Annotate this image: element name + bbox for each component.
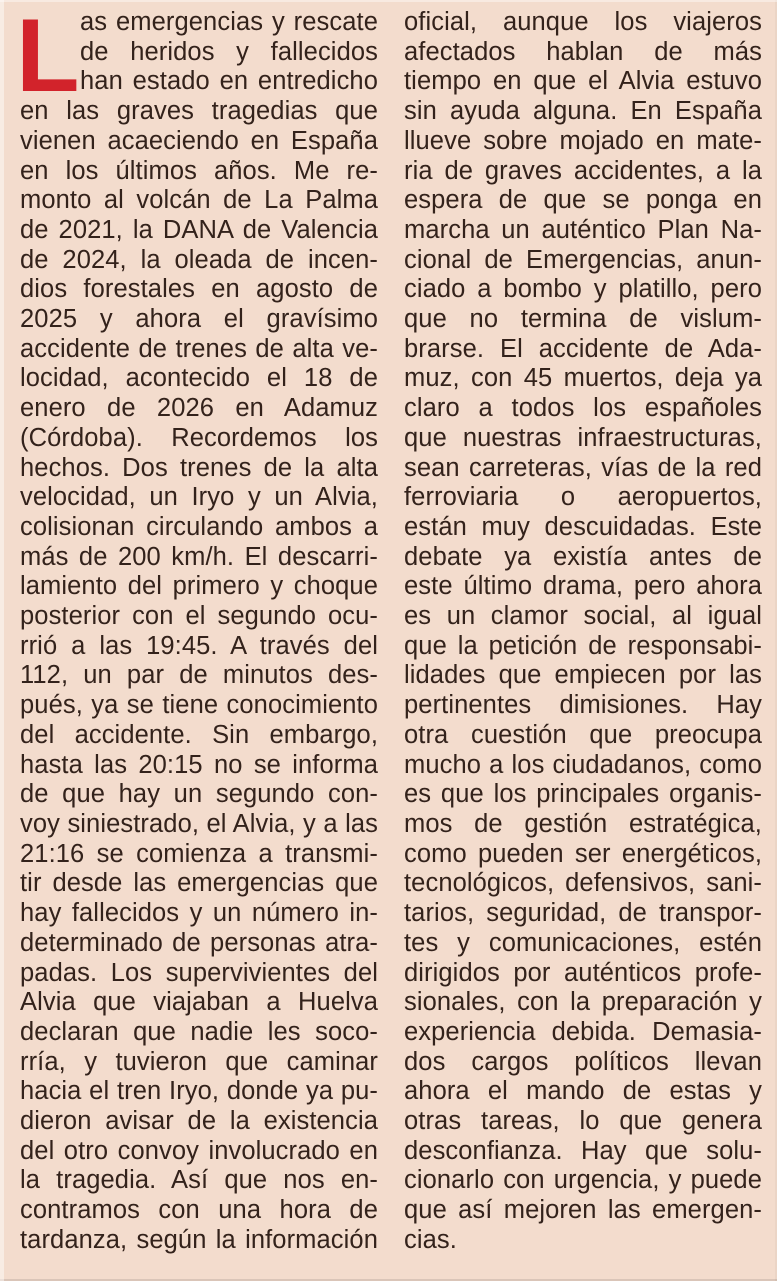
text-line: de que hay un segundo con- <box>20 780 378 809</box>
text-line: tecnológicos, defensivos, sani- <box>404 869 762 898</box>
text-line: colisionan circulando ambos a <box>20 512 378 541</box>
text-line: muz, con 45 muertos, deja ya <box>404 364 762 393</box>
text-line: lidades que empiecen por las <box>404 661 762 690</box>
text-line: sin ayuda alguna. En España <box>404 97 762 126</box>
text-line: pertinentes dimisiones. Hay <box>404 691 762 720</box>
text-line: dieron avisar de la existencia <box>20 1107 378 1136</box>
text-line: tardanza, según la información <box>20 1225 378 1254</box>
text-line: dios forestales en agosto de <box>20 275 378 304</box>
drop-cap-letter: L <box>16 0 80 114</box>
text-line: cional de Emergencias, anun- <box>404 245 762 274</box>
text-line: lamiento del primero y choque <box>20 572 378 601</box>
text-line: mucho a los ciudadanos, como <box>404 750 762 779</box>
text-line: cionarlo con urgencia, y puede <box>404 1166 762 1195</box>
text-line: otras tareas, lo que genera <box>404 1107 762 1136</box>
text-line: mos de gestión estratégica, <box>404 809 762 838</box>
text-line: más de 200 km/h. El descarri- <box>20 542 378 571</box>
text-line: enero de 2026 en Adamuz <box>20 394 378 423</box>
text-line: dirigidos por auténticos profe- <box>404 958 762 987</box>
text-line: sean carreteras, vías de la red <box>404 453 762 482</box>
text-line: que nuestras infraestructuras, <box>404 423 762 452</box>
text-line: rría, y tuvieron que caminar <box>20 1047 378 1076</box>
text-line: tes y comunicaciones, estén <box>404 928 762 957</box>
text-line: contramos con una hora de <box>20 1196 378 1225</box>
text-line: dos cargos políticos llevan <box>404 1047 762 1076</box>
text-line: brarse. El accidente de Ada- <box>404 334 762 363</box>
text-line: Alvia que viajaban a Huelva <box>20 988 378 1017</box>
text-line: marcha un auténtico Plan Na- <box>404 215 762 244</box>
text-line: ciado a bombo y platillo, pero <box>404 275 762 304</box>
text-line: otra cuestión que preocupa <box>404 720 762 749</box>
text-line: que la petición de responsabi- <box>404 631 762 660</box>
text-line: es un clamor social, al igual <box>404 602 762 631</box>
text-line: experiencia debida. Demasia- <box>404 1017 762 1046</box>
text-line: locidad, acontecido el 18 de <box>20 364 378 393</box>
text-line: padas. Los supervivientes del <box>20 958 378 987</box>
text-line: la tragedia. Así que nos en- <box>20 1166 378 1195</box>
text-line: afectados hablan de más <box>404 37 762 66</box>
article-column-left <box>16 0 378 1281</box>
text-line: rrió a las 19:45. A través del <box>20 631 378 660</box>
text-line: declaran que nadie les soco- <box>20 1017 378 1046</box>
text-line: de 2021, la DANA de Valencia <box>20 215 378 244</box>
text-line: en las graves tragedias que <box>20 97 378 126</box>
text-line: ferroviaria o aeropuertos, <box>404 483 762 512</box>
text-line: 2025 y ahora el gravísimo <box>20 305 378 334</box>
text-line: desconfianza. Hay que solu- <box>404 1136 762 1165</box>
text-line: voy siniestrado, el Alvia, y a las <box>20 809 378 838</box>
text-line: como pueden ser energéticos, <box>404 839 762 868</box>
text-line: 112, un par de minutos des- <box>20 661 378 690</box>
text-line: que así mejoren las emergen- <box>404 1196 762 1225</box>
text-line: 21:16 se comienza a transmi- <box>20 839 378 868</box>
text-line: accidente de trenes de alta ve- <box>20 334 378 363</box>
text-line: hay fallecidos y un número in- <box>20 899 378 928</box>
text-line: este último drama, pero ahora <box>404 572 762 601</box>
text-line: determinado de personas atra- <box>20 928 378 957</box>
text-line: tir desde las emergencias que <box>20 869 378 898</box>
text-line: (Córdoba). Recordemos los <box>20 423 378 452</box>
text-line: de heridos y fallecidos <box>80 37 378 66</box>
text-line: hechos. Dos trenes de la alta <box>20 453 378 482</box>
text-line: hasta las 20:15 no se informa <box>20 750 378 779</box>
text-line: que no termina de vislum- <box>404 305 762 334</box>
text-line: posterior con el segundo ocu- <box>20 602 378 631</box>
text-line: del otro convoy involucrado en <box>20 1136 378 1165</box>
article-column-right <box>404 8 762 1281</box>
text-line: tiempo en que el Alvia estuvo <box>404 67 762 96</box>
text-line: monto al volcán de La Palma <box>20 186 378 215</box>
text-line: del accidente. Sin embargo, <box>20 720 378 749</box>
text-line: vienen acaeciendo en España <box>20 126 378 155</box>
text-line: espera de que se ponga en <box>404 186 762 215</box>
text-line: hacia el tren Iryo, donde ya pu- <box>20 1077 378 1106</box>
text-line: claro a todos los españoles <box>404 394 762 423</box>
text-line: oficial, aunque los viajeros <box>404 8 762 36</box>
text-line: han estado en entredicho <box>80 67 378 96</box>
text-line: ria de graves accidentes, a la <box>404 156 762 185</box>
text-line: de 2024, la oleada de incen- <box>20 245 378 274</box>
text-line: debate ya existía antes de <box>404 542 762 571</box>
text-line: están muy descuidadas. Este <box>404 512 762 541</box>
text-line: sionales, con la preparación y <box>404 988 762 1017</box>
text-line: ahora el mando de estas y <box>404 1077 762 1106</box>
text-line: llueve sobre mojado en mate- <box>404 126 762 155</box>
text-line: pués, ya se tiene conocimiento <box>20 691 378 720</box>
text-line: es que los principales organis- <box>404 780 762 809</box>
text-line: as emergencias y rescate <box>80 8 378 36</box>
text-line: en los últimos años. Me re- <box>20 156 378 185</box>
drop-cap <box>16 0 80 114</box>
text-line: cias. <box>404 1225 457 1254</box>
text-line: velocidad, un Iryo y un Alvia, <box>20 483 378 512</box>
text-line: tarios, seguridad, de transpor- <box>404 899 762 928</box>
